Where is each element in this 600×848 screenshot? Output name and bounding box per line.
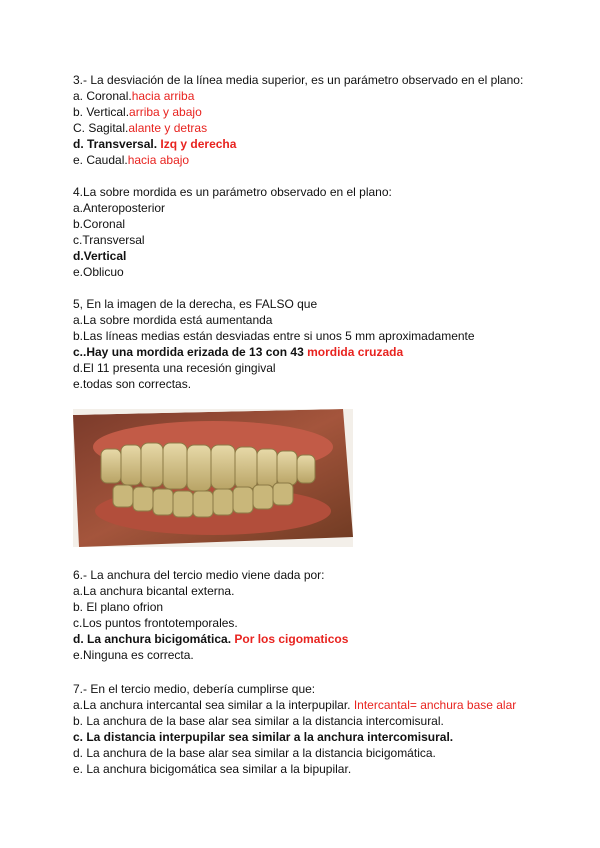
answer-option: b. La anchura de la base alar sea similar a la distancia intercomisural. bbox=[73, 714, 444, 728]
annotation-note: Por los cigomaticos bbox=[234, 632, 349, 646]
answer-option: e. Caudal.hacia abajo bbox=[73, 153, 190, 167]
correct-answer-option: d.Vertical bbox=[73, 249, 127, 263]
answer-option: e.Ninguna es correcta. bbox=[73, 648, 194, 662]
answer-option: e.todas son correctas. bbox=[73, 377, 192, 391]
correct-answer-option: d. Transversal. Izq y derecha bbox=[73, 137, 237, 151]
answer-option: c.Transversal bbox=[73, 233, 145, 247]
annotation-note: hacia abajo bbox=[127, 153, 190, 167]
teeth-photo-illustration bbox=[73, 409, 353, 547]
correct-answer-option: d. La anchura bicigomática. Por los cigomaticos bbox=[73, 632, 349, 646]
answer-option: c.Los puntos frontotemporales. bbox=[73, 616, 238, 630]
answer-option: b. Vertical.arriba y abajo bbox=[73, 105, 202, 119]
intraoral-photo bbox=[73, 409, 353, 547]
answer-option: d.El 11 presenta una recesión gingival bbox=[73, 361, 276, 375]
question-stem: 3.- La desviación de la línea media superior, es un parámetro observado en el plano: bbox=[73, 73, 524, 87]
question-stem: 7.- En el tercio medio, debería cumplirse que: bbox=[73, 682, 316, 696]
answer-option: a.La anchura bicantal externa. bbox=[73, 584, 235, 598]
answer-option: C. Sagital.alante y detras bbox=[73, 121, 208, 135]
answer-option: e.Oblicuo bbox=[73, 265, 124, 279]
answer-option: e. La anchura bicigomática sea similar a la bipupilar. bbox=[73, 762, 352, 776]
question-stem: 5, En la imagen de la derecha, es FALSO que bbox=[73, 297, 318, 311]
answer-option: b. El plano ofrion bbox=[73, 600, 164, 614]
answer-option: a.La anchura intercantal sea similar a la interpupilar. Intercantal= anchura base alar bbox=[73, 698, 517, 712]
annotation-note: alante y detras bbox=[128, 121, 208, 135]
answer-option: d. La anchura de la base alar sea similar a la distancia bicigomática. bbox=[73, 746, 436, 760]
annotation-note: Izq y derecha bbox=[160, 137, 237, 151]
correct-answer-option: c. La distancia interpupilar sea similar a la anchura intercomisural. bbox=[73, 730, 454, 744]
question-5 bbox=[73, 296, 573, 392]
question-7 bbox=[73, 681, 573, 777]
correct-answer-option: c..Hay una mordida erizada de 13 con 43 mordida cruzada bbox=[73, 345, 404, 359]
annotation-note: Intercantal= anchura base alar bbox=[353, 698, 517, 712]
annotation-note: mordida cruzada bbox=[307, 345, 404, 359]
answer-option: a.La sobre mordida está aumentanda bbox=[73, 313, 273, 327]
annotation-note: hacia arriba bbox=[131, 89, 195, 103]
question-3 bbox=[73, 72, 573, 168]
question-stem: 4.La sobre mordida es un parámetro observado en el plano: bbox=[73, 185, 392, 199]
question-stem: 6.- La anchura del tercio medio viene dada por: bbox=[73, 568, 325, 582]
question-4 bbox=[73, 184, 573, 280]
answer-option: a.Anteroposterior bbox=[73, 201, 166, 215]
answer-option: b.Coronal bbox=[73, 217, 126, 231]
answer-option: a. Coronal.hacia arriba bbox=[73, 89, 195, 103]
question-6 bbox=[73, 567, 573, 663]
annotation-note: arriba y abajo bbox=[129, 105, 202, 119]
answer-option: b.Las líneas medias están desviadas entre si unos 5 mm aproximadamente bbox=[73, 329, 475, 343]
